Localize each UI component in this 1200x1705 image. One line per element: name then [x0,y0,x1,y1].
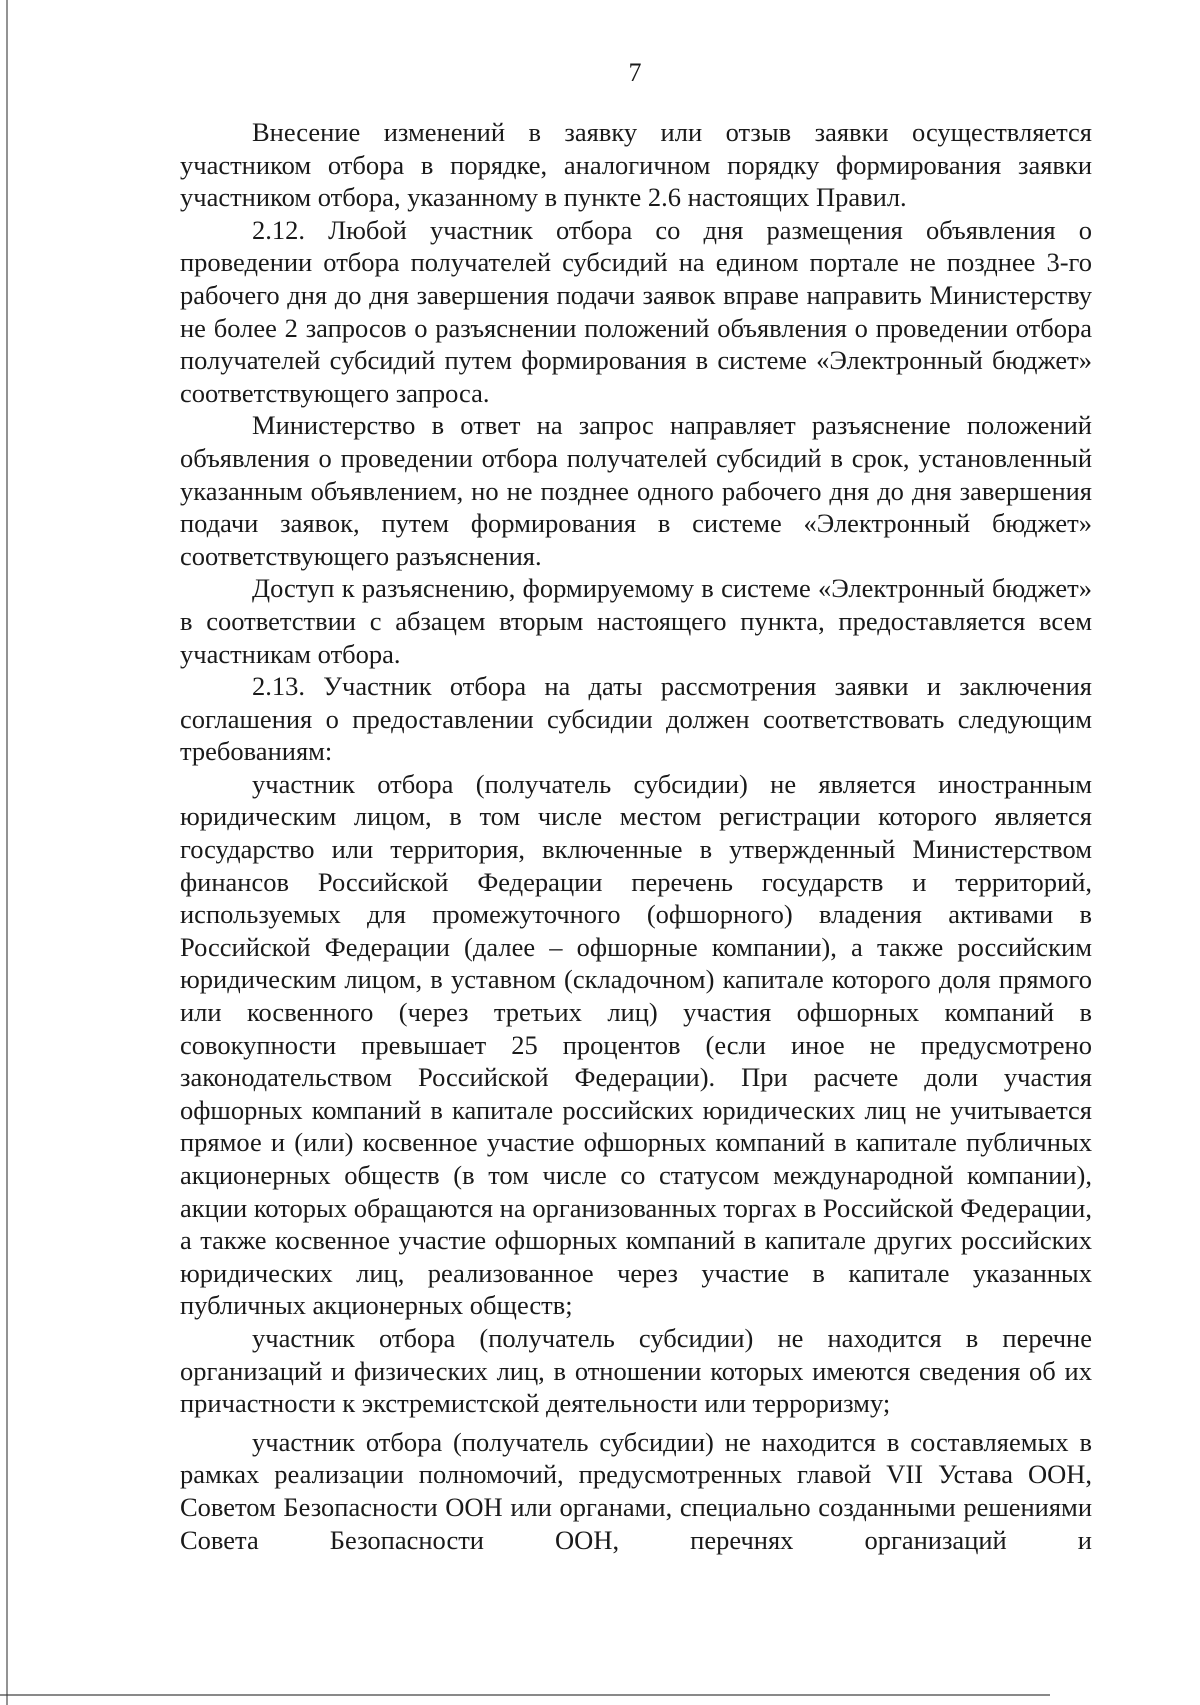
paragraph-un-security-council-requirement: участник отбора (получатель субсидии) не находится в составляемых в рамках реализации полномочий, предусмотренных главой VII Устава ООН, Советом Безопасности ООН или органами, специально созданными решениями Совета Безопасности ООН, перечнях организаций и [180,1426,1092,1555]
paragraph-2-13-requirements: 2.13. Участник отбора на даты рассмотрения заявки и заключения соглашения о предоставлении субсидии должен соответствовать следующим требованиям: [180,671,1092,767]
page-number: 7 [628,58,642,87]
paragraph-extremism-list-requirement: участник отбора (получатель субсидии) не находится в перечне организаций и физических лиц, в отношении которых имеются сведения об их причастности к экстремистской деятельности или терроризму; [180,1322,1092,1419]
scan-left-edge [6,0,8,1705]
paragraph-clarification-access: Доступ к разъяснению, формируемому в системе «Электронный бюджет» в соответствии с абзацем вторым настоящего пункта, предоставляется всем участникам отбора. [180,573,1092,669]
scan-bottom-edge [0,1694,1050,1696]
paragraph-2-12-clarification-requests: 2.12. Любой участник отбора со дня размещения объявления о проведении отбора получателей субсидий на едином портале не позднее 3-го рабочего дня до дня завершения подачи заявок вправе направить Министерству не более 2 запросов о разъяснении положений объявления о проведении отбора получателей субсидий путем формирования в системе «Электронный бюджет» соответствующего запроса. [180,214,1092,408]
document-body [180,116,1092,1556]
paragraph-amendment-withdrawal: Внесение изменений в заявку или отзыв заявки осуществляется участником отбора в порядке, аналогичном порядку формирования заявки участником отбора, указанному в пункте 2.6 настоящих Правил. [180,117,1092,213]
paragraph-offshore-requirement: участник отбора (получатель субсидии) не является иностранным юридическим лицом, в том числе местом регистрации которого является государство или территория, включенные в утвержденный Министерством финансов Российской Федерации перечень государств и территорий, используемых для промежуточного (офшорного) владения активами в Российской Федерации (далее – офшорные компании), а также российским юридическим лицом, в уставном (складочном) капитале которого доля прямого или косвенного (через третьих лиц) участия офшорных компаний в совокупности превышает 25 процентов (если иное не предусмотрено законодательством Российской Федерации). При расчете доли участия офшорных компаний в капитале российских юридических лиц не учитывается прямое и (или) косвенное участие офшорных компаний в капитале публичных акционерных обществ (в том числе со статусом международной компании), акции которых обращаются на организованных торгах в Российской Федерации, а также косвенное участие офшорных компаний в капитале других российских юридических лиц, реализованное через участие в капитале указанных публичных акционерных обществ; [180,768,1092,1321]
paragraph-ministry-response: Министерство в ответ на запрос направляет разъяснение положений объявления о проведении отбора получателей субсидий в срок, установленный указанным объявлением, но не позднее одного рабочего дня до дня завершения подачи заявок, путем формирования в системе «Электронный бюджет» соответствующего разъяснения. [180,410,1092,571]
